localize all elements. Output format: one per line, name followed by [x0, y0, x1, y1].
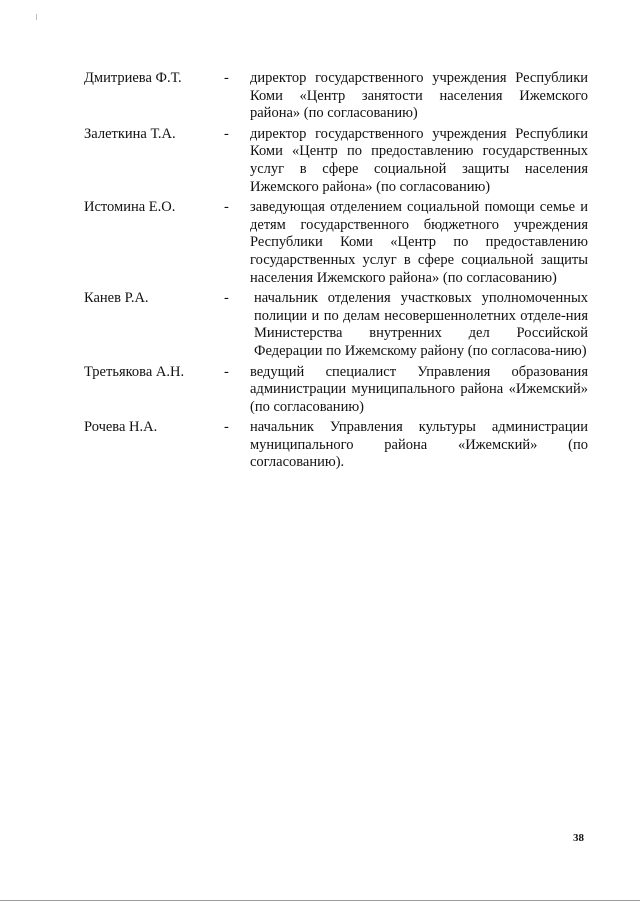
member-list: [84, 70, 588, 475]
separator-dash: -: [224, 290, 229, 307]
member-position: ведущий специалист Управления образования администрации муниципального района «Ижемский» (по согласованию): [250, 363, 588, 415]
member-position: директор государственного учреждения Республики Коми «Центр занятости населения Ижемского района» (по согласованию): [250, 70, 588, 122]
member-name: Третьякова А.Н.: [84, 363, 185, 380]
page-number: 38: [573, 832, 584, 844]
separator-dash: -: [224, 363, 229, 380]
bottom-divider: [0, 900, 640, 901]
separator-dash: -: [224, 70, 229, 86]
member-name: Залеткина Т.А.: [84, 125, 176, 142]
separator-dash: -: [224, 199, 229, 216]
separator-dash: -: [224, 419, 229, 436]
list-item: [84, 126, 588, 196]
list-item: [84, 70, 588, 123]
list-item: [84, 199, 588, 287]
member-name: Дмитриева Ф.Т.: [84, 70, 182, 86]
separator-dash: -: [224, 125, 229, 142]
list-item: [84, 290, 588, 360]
list-item: [84, 419, 588, 472]
member-name: Истомина Е.О.: [84, 199, 176, 216]
list-item: [84, 364, 588, 417]
member-name: Канев Р.А.: [84, 290, 149, 307]
member-name: Рочева Н.А.: [84, 419, 158, 436]
member-position: заведующая отделением социальной помощи семье и детям государственного бюджетного учреждения Республики Коми «Центр по предоставлению государственных услуг в сфере социальной защиты населения Ижемского района» (по согласованию): [250, 199, 588, 286]
member-position: начальник Управления культуры администрации муниципального района «Ижемский» (по согласованию).: [250, 419, 588, 471]
member-position: директор государственного учреждения Республики Коми «Центр по предоставлению государственных услуг в сфере социальной защиты населения Ижемского района» (по согласованию): [250, 125, 588, 195]
scan-mark: [36, 14, 37, 20]
member-position: начальник отделения участковых уполномоченных полиции и по делам несовершеннолетних отделе-ния Министерства внутренних дел Российской Федерации по Ижемскому району (по согласова-нию): [254, 290, 588, 359]
